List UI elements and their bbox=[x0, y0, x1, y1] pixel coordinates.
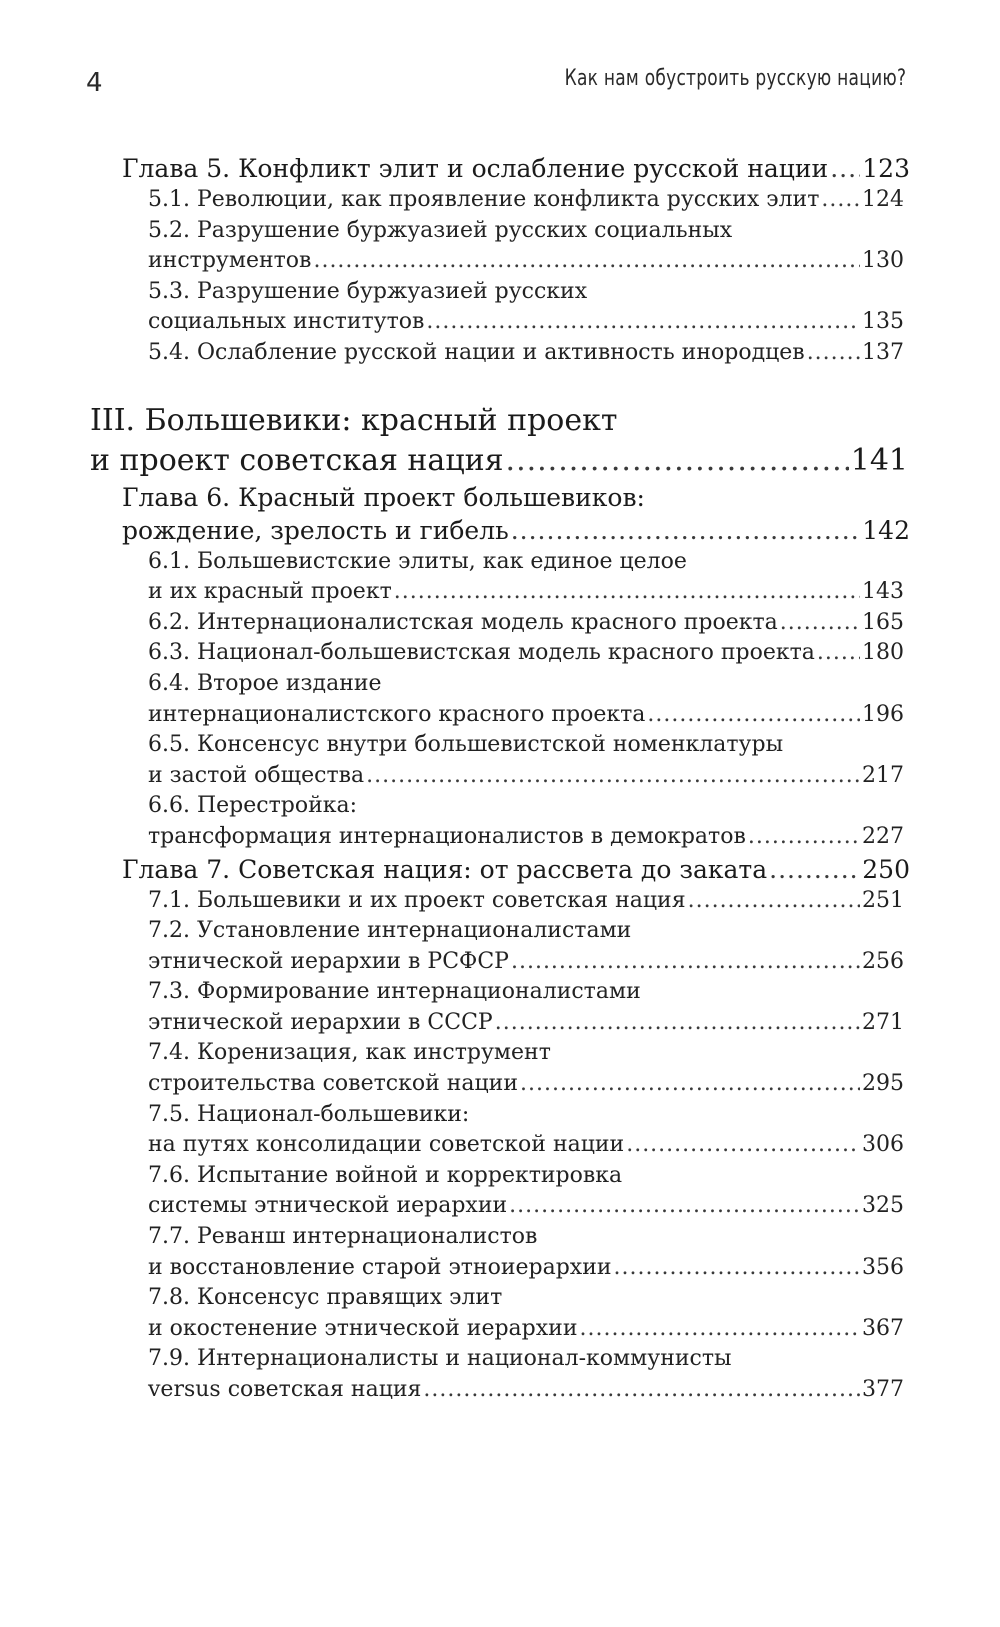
toc-entry-5-3[interactable] bbox=[0, 307, 1000, 338]
toc-entry-label: и их красный проект bbox=[148, 579, 392, 605]
toc-entry-7-3[interactable] bbox=[0, 1008, 1000, 1039]
toc-entry-label: системы этнической иерархии bbox=[148, 1193, 508, 1219]
leader-dots bbox=[821, 185, 860, 216]
toc-entry-label: 6.5. Консенсус внутри большевистской номенклатуры bbox=[148, 732, 784, 758]
leader-dots bbox=[817, 638, 860, 669]
toc-entry-7-4[interactable] bbox=[0, 1069, 1000, 1100]
leader-dots bbox=[506, 441, 849, 481]
toc-entry-label: Глава 5. Конфликт элит и ослабление русской нации bbox=[122, 154, 829, 183]
leader-dots bbox=[769, 853, 860, 886]
leader-dots bbox=[579, 1314, 860, 1345]
toc-entry-part-3[interactable] bbox=[0, 441, 1000, 481]
toc-entry-label: 6.1. Большевистские элиты, как единое целое bbox=[148, 548, 687, 574]
toc-entry-label: и окостенение этнической иерархии bbox=[148, 1315, 578, 1341]
leader-dots bbox=[495, 1008, 860, 1039]
toc-page-number: 196 bbox=[862, 701, 904, 727]
toc-page-number: 123 bbox=[862, 154, 910, 183]
leader-dots bbox=[688, 886, 860, 917]
toc-entry-6-1-line-1[interactable] bbox=[0, 547, 1000, 578]
toc-page-number: 227 bbox=[862, 823, 904, 849]
toc-entry-7-1[interactable] bbox=[0, 886, 1000, 917]
toc-entry-label: на путях консолидации советской нации bbox=[148, 1132, 625, 1158]
toc-entry-label: этнической иерархии в РСФСР bbox=[148, 948, 509, 974]
toc-entry-label: versus советская нация bbox=[148, 1377, 422, 1402]
toc-entry-6-3[interactable] bbox=[0, 638, 1000, 669]
toc-entry-label: 7.9. Интернационалисты и национал-коммунисты bbox=[148, 1346, 732, 1372]
leader-dots bbox=[626, 1130, 860, 1161]
toc-page-number: 295 bbox=[862, 1071, 904, 1097]
leader-dots bbox=[511, 947, 860, 978]
leader-dots bbox=[423, 1375, 860, 1406]
toc-entry-7-4-line-1[interactable] bbox=[0, 1038, 1000, 1069]
toc-page-number: 142 bbox=[862, 515, 910, 545]
leader-dots bbox=[394, 577, 860, 608]
toc-page-number: 180 bbox=[862, 640, 904, 666]
toc-entry-label: Глава 6. Красный проект большевиков: bbox=[122, 482, 645, 512]
toc-page-number: 250 bbox=[862, 854, 910, 884]
toc-entry-label: 7.2. Установление интернационалистами bbox=[148, 918, 632, 944]
toc-entry-6-2[interactable] bbox=[0, 608, 1000, 639]
toc-entry-label: 7.5. Национал-большевики: bbox=[148, 1101, 470, 1127]
toc-page-number: 271 bbox=[862, 1009, 904, 1035]
toc-entry-7-2[interactable] bbox=[0, 947, 1000, 978]
toc-entry-7-5[interactable] bbox=[0, 1130, 1000, 1161]
leader-dots bbox=[748, 822, 860, 853]
toc-entry-6-6-line-1[interactable] bbox=[0, 791, 1000, 822]
toc-page-number: 135 bbox=[862, 309, 904, 335]
toc-entry-label: 7.1. Большевики и их проект советская нация bbox=[148, 887, 686, 913]
toc-entry-chapter-6-line-1[interactable] bbox=[0, 481, 1000, 514]
toc-entry-label: 6.2. Интернационалистская модель красного проекта bbox=[148, 609, 778, 635]
toc-entry-label: Глава 7. Советская нация: от рассвета до заката bbox=[122, 854, 768, 884]
toc-entry-7-8[interactable] bbox=[0, 1314, 1000, 1345]
toc-entry-label: 5.4. Ослабление русской нации и активность инородцев bbox=[148, 339, 805, 365]
toc-entry-5-1[interactable] bbox=[0, 185, 1000, 216]
toc-entry-7-5-line-1[interactable] bbox=[0, 1100, 1000, 1131]
toc-entry-label: строительства советской нации bbox=[148, 1071, 518, 1097]
toc-entry-label: 5.3. Разрушение буржуазией русских bbox=[148, 278, 588, 304]
toc-entry-label: рождение, зрелость и гибель bbox=[122, 515, 509, 545]
toc-entry-label: 7.8. Консенсус правящих элит bbox=[148, 1285, 503, 1311]
toc-page-number: 165 bbox=[862, 609, 904, 635]
toc-entry-label: социальных институтов bbox=[148, 309, 425, 335]
toc-entry-7-9-line-1[interactable] bbox=[0, 1344, 1000, 1375]
leader-dots bbox=[366, 761, 860, 792]
leader-dots bbox=[520, 1069, 860, 1100]
leader-dots bbox=[426, 307, 860, 338]
toc-entry-7-2-line-1[interactable] bbox=[0, 916, 1000, 947]
toc-page-number: 377 bbox=[862, 1377, 904, 1402]
toc-entry-label: 6.4. Второе издание bbox=[148, 670, 382, 696]
toc-entry-5-4[interactable] bbox=[0, 338, 1000, 369]
toc-entry-chapter-6[interactable] bbox=[0, 514, 1000, 547]
toc-page-number: 130 bbox=[862, 248, 904, 274]
toc-entry-5-2[interactable] bbox=[0, 246, 1000, 277]
toc-page-number: 367 bbox=[862, 1315, 904, 1341]
toc-entry-label: 6.6. Перестройка: bbox=[148, 793, 358, 819]
toc-entry-7-6[interactable] bbox=[0, 1191, 1000, 1222]
toc-entry-5-2-line-1[interactable] bbox=[0, 216, 1000, 247]
toc-entry-5-3-line-1[interactable] bbox=[0, 277, 1000, 308]
toc-page-number: 124 bbox=[862, 187, 904, 212]
leader-dots bbox=[780, 608, 860, 639]
leader-dots bbox=[313, 246, 860, 277]
toc-entry-chapter-5[interactable] bbox=[0, 152, 1000, 185]
toc-entry-label: 7.3. Формирование интернационалистами bbox=[148, 979, 641, 1005]
toc-entry-7-6-line-1[interactable] bbox=[0, 1161, 1000, 1192]
toc-entry-6-6[interactable] bbox=[0, 822, 1000, 853]
toc-entry-chapter-7[interactable] bbox=[0, 853, 1000, 886]
toc-page-number: 251 bbox=[862, 887, 904, 913]
toc-entry-label: и застой общества bbox=[148, 762, 365, 788]
toc-entry-label: интернационалистского красного проекта bbox=[148, 701, 646, 727]
toc-page-number: 143 bbox=[862, 579, 904, 605]
leader-dots bbox=[647, 700, 860, 731]
leader-dots bbox=[830, 152, 860, 185]
toc-entry-label: инструментов bbox=[148, 248, 312, 274]
toc-entry-label: 5.2. Разрушение буржуазией русских социальных bbox=[148, 217, 733, 243]
toc-entry-7-8-line-1[interactable] bbox=[0, 1283, 1000, 1314]
toc-entry-6-5-line-1[interactable] bbox=[0, 730, 1000, 761]
toc-entry-6-4[interactable] bbox=[0, 700, 1000, 731]
leader-dots bbox=[511, 514, 861, 547]
toc-entry-label: этнической иерархии в СССР bbox=[148, 1009, 493, 1035]
toc-entry-6-4-line-1[interactable] bbox=[0, 669, 1000, 700]
toc-page-number: 137 bbox=[862, 339, 904, 365]
toc-entry-7-9[interactable] bbox=[0, 1375, 1000, 1406]
toc-entry-6-1[interactable] bbox=[0, 577, 1000, 608]
toc-entry-label: и восстановление старой этноиерархии bbox=[148, 1254, 612, 1280]
toc-page-number: 141 bbox=[850, 442, 908, 478]
toc-page-number: 356 bbox=[862, 1254, 904, 1280]
toc-entry-7-3-line-1[interactable] bbox=[0, 977, 1000, 1008]
leader-dots bbox=[614, 1253, 860, 1284]
toc-entry-7-7[interactable] bbox=[0, 1253, 1000, 1284]
leader-dots bbox=[509, 1191, 860, 1222]
toc-entry-part-3-line-1[interactable] bbox=[0, 401, 1000, 441]
toc-entry-label: 7.4. Коренизация, как инструмент bbox=[148, 1040, 551, 1066]
leader-dots bbox=[807, 338, 860, 369]
toc-page-number: 325 bbox=[862, 1193, 904, 1219]
toc-page-number: 256 bbox=[862, 948, 904, 974]
toc-entry-label: трансформация интернационалистов в демократов bbox=[148, 823, 746, 849]
toc-entry-label: 7.6. Испытание войной и корректировка bbox=[148, 1162, 623, 1188]
toc-entry-7-7-line-1[interactable] bbox=[0, 1222, 1000, 1253]
toc-entry-label: 5.1. Революции, как проявление конфликта русских элит bbox=[148, 187, 820, 212]
toc-part-label: и проект советская нация bbox=[90, 442, 504, 478]
toc-page-number: 217 bbox=[862, 762, 904, 788]
running-title: Как нам обустроить русскую нацию? bbox=[564, 66, 906, 91]
toc-entry-label: 7.7. Реванш интернационалистов bbox=[148, 1224, 538, 1250]
toc-part-label: III. Большевики: красный проект bbox=[90, 402, 618, 438]
table-of-contents bbox=[0, 152, 1000, 1406]
toc-entry-label: 6.3. Национал-большевистская модель красного проекта bbox=[148, 640, 815, 666]
page-number: 4 bbox=[86, 68, 103, 98]
toc-entry-6-5[interactable] bbox=[0, 761, 1000, 792]
toc-page-number: 306 bbox=[862, 1132, 904, 1158]
